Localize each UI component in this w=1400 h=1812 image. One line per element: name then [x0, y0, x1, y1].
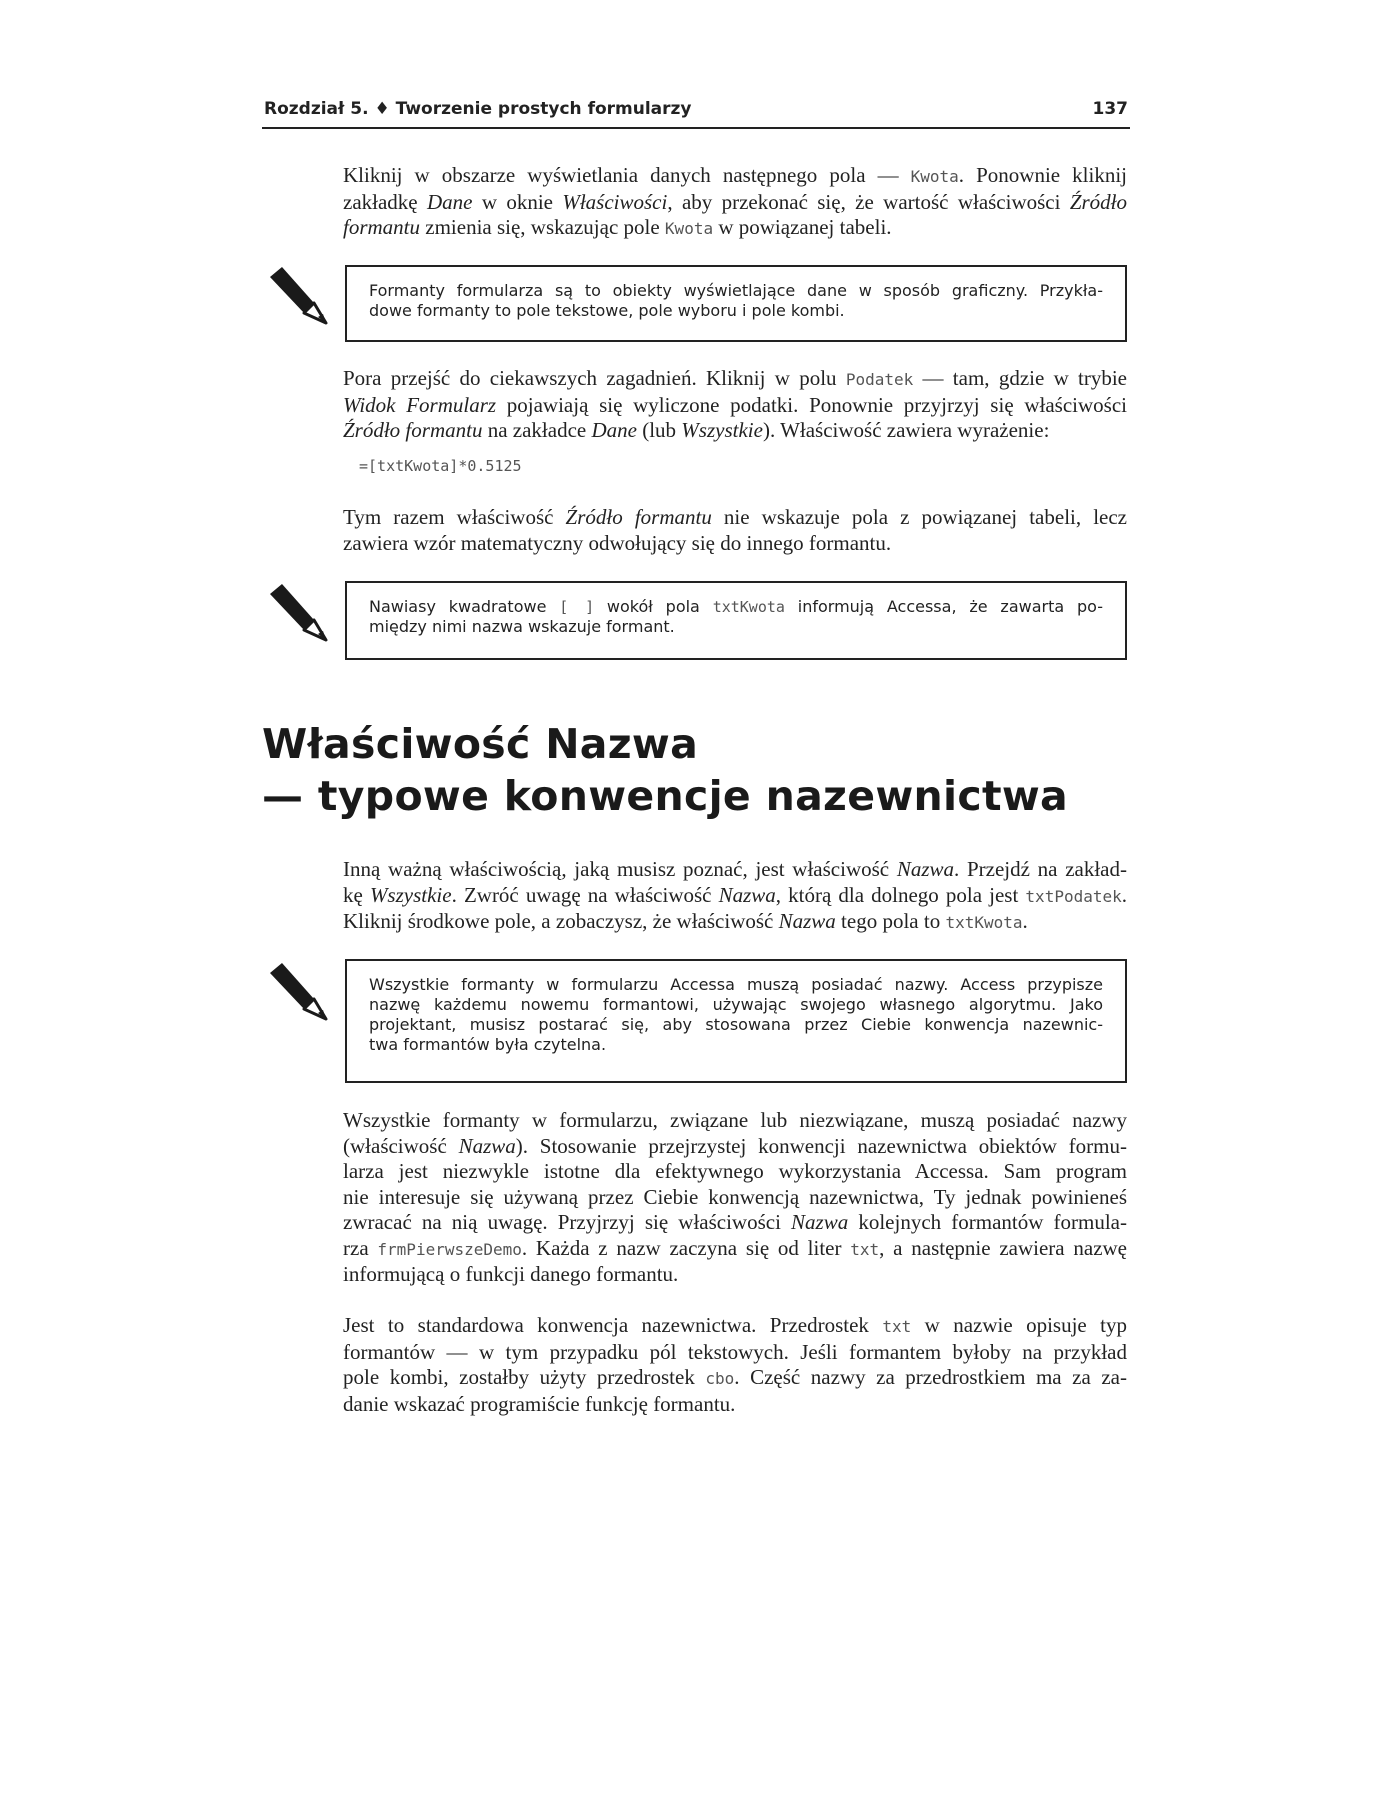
- note-line: Wszystkie formanty w formularzu Accessa muszą posiadać nazwy. Access przypisze: [369, 975, 1103, 994]
- pencil-note-icon: [268, 582, 332, 646]
- paragraph-1: [343, 163, 1127, 242]
- text-line: rza frmPierwszeDemo. Każda z nazw zaczyna się od liter txt, a następnie zawiera nazwę: [343, 1235, 1127, 1260]
- chapter-title: Rozdział 5. ♦ Tworzenie prostych formularzy: [264, 99, 692, 119]
- text-line: larza jest niezwykle istotne dla efektywnego wykorzystania Accessa. Sam program: [343, 1159, 1127, 1183]
- text-line: pole kombi, zostałby użyty przedrostek cbo. Część nazwy za przedrostkiem ma za za-: [343, 1365, 1127, 1389]
- section-heading: [262, 718, 1068, 822]
- text-line: nie interesuje się używaną przez Ciebie konwencją nazewnictwa, Ty jednak powinieneś: [343, 1184, 1127, 1209]
- text-line: Kliknij środkowe pole, a zobaczysz, że właściwość Nazwa tego pola to txtKwota.: [343, 909, 1028, 933]
- pencil-note-icon: [268, 265, 332, 329]
- note-line: nazwę każdemu nowemu formantowi, używając swojego własnego algorytmu. Jako: [369, 995, 1103, 1014]
- page-number: 137: [1092, 99, 1128, 119]
- note-line: Formanty formularza są to obiekty wyświetlające dane w sposób graficzny. Przykła-: [369, 281, 1103, 300]
- text-line: danie wskazać programiście funkcję formantu.: [343, 1391, 736, 1416]
- heading-line-2: — typowe konwencje nazewnictwa: [262, 772, 1068, 820]
- pencil-note-icon: [268, 961, 332, 1025]
- note-box-3: [345, 959, 1127, 1083]
- text-line: formantu zmienia się, wskazując pole Kwota w powiązanej tabeli.: [343, 215, 892, 239]
- paragraph-4: [343, 857, 1127, 936]
- text-line: kę Wszystkie. Zwróć uwagę na właściwość Nazwa, którą dla dolnego pola jest txtPodatek.: [343, 882, 1127, 907]
- text-line: formantów — w tym przypadku pól tekstowych. Jeśli formantem byłoby na przykład: [343, 1339, 1127, 1364]
- note-line: między nimi nazwa wskazuje formant.: [369, 617, 675, 636]
- paragraph-5: [343, 1108, 1127, 1288]
- text-line: Wszystkie formanty w formularzu, związane lub niezwiązane, muszą posiadać nazwy: [343, 1108, 1127, 1132]
- note-line: projektant, musisz postarać się, aby stosowana przez Ciebie konwencja nazewnic-: [369, 1015, 1103, 1034]
- text-line: informującą o funkcji danego formantu.: [343, 1262, 679, 1286]
- text-line: zwracać na nią uwagę. Przyjrzyj się właściwości Nazwa kolejnych formantów formula-: [343, 1210, 1127, 1234]
- note-line: Nawiasy kwadratowe [ ] wokół pola txtKwota informują Accessa, że zawarta po-: [369, 597, 1104, 616]
- heading-line-1: Właściwość Nazwa: [262, 720, 699, 768]
- paragraph-2: [343, 366, 1127, 444]
- text-line: Kliknij w obszarze wyświetlania danych następnego pola — Kwota. Ponownie kliknij: [343, 163, 1127, 187]
- text-line: Inną ważną właściwością, jaką musisz poznać, jest właściwość Nazwa. Przejdź na zakład-: [343, 857, 1127, 881]
- text-line: Jest to standardowa konwencja nazewnictwa. Przedrostek txt w nazwie opisuje typ: [343, 1313, 1127, 1337]
- note-box-1: [345, 265, 1127, 342]
- note-box-2: [345, 581, 1127, 660]
- note-line: twa formantów była czytelna.: [369, 1035, 607, 1054]
- text-line: (właściwość Nazwa). Stosowanie przejrzystej konwencji nazewnictwa obiektów formu-: [343, 1133, 1127, 1158]
- page-header: [262, 99, 1130, 129]
- text-line: Źródło formantu na zakładce Dane (lub Wszystkie). Właściwość zawiera wyrażenie:: [343, 418, 1050, 442]
- text-line: zawiera wzór matematyczny odwołujący się do innego formantu.: [343, 530, 892, 555]
- text-line: zakładkę Dane w oknie Właściwości, aby przekonać się, że wartość właściwości Źródło: [343, 189, 1127, 214]
- paragraph-6: [343, 1313, 1127, 1417]
- text-line: Pora przejść do ciekawszych zagadnień. Kliknij w polu Podatek — tam, gdzie w trybie: [343, 366, 1127, 390]
- code-expression: =[txtKwota]*0.5125: [359, 457, 522, 475]
- text-line: Tym razem właściwość Źródło formantu nie wskazuje pola z powiązanej tabeli, lecz: [343, 505, 1127, 529]
- paragraph-3: [343, 505, 1127, 556]
- text-line: Widok Formularz pojawiają się wyliczone podatki. Ponownie przyjrzyj się właściwości: [343, 392, 1127, 417]
- note-line: dowe formanty to pole tekstowe, pole wyboru i pole kombi.: [369, 301, 845, 320]
